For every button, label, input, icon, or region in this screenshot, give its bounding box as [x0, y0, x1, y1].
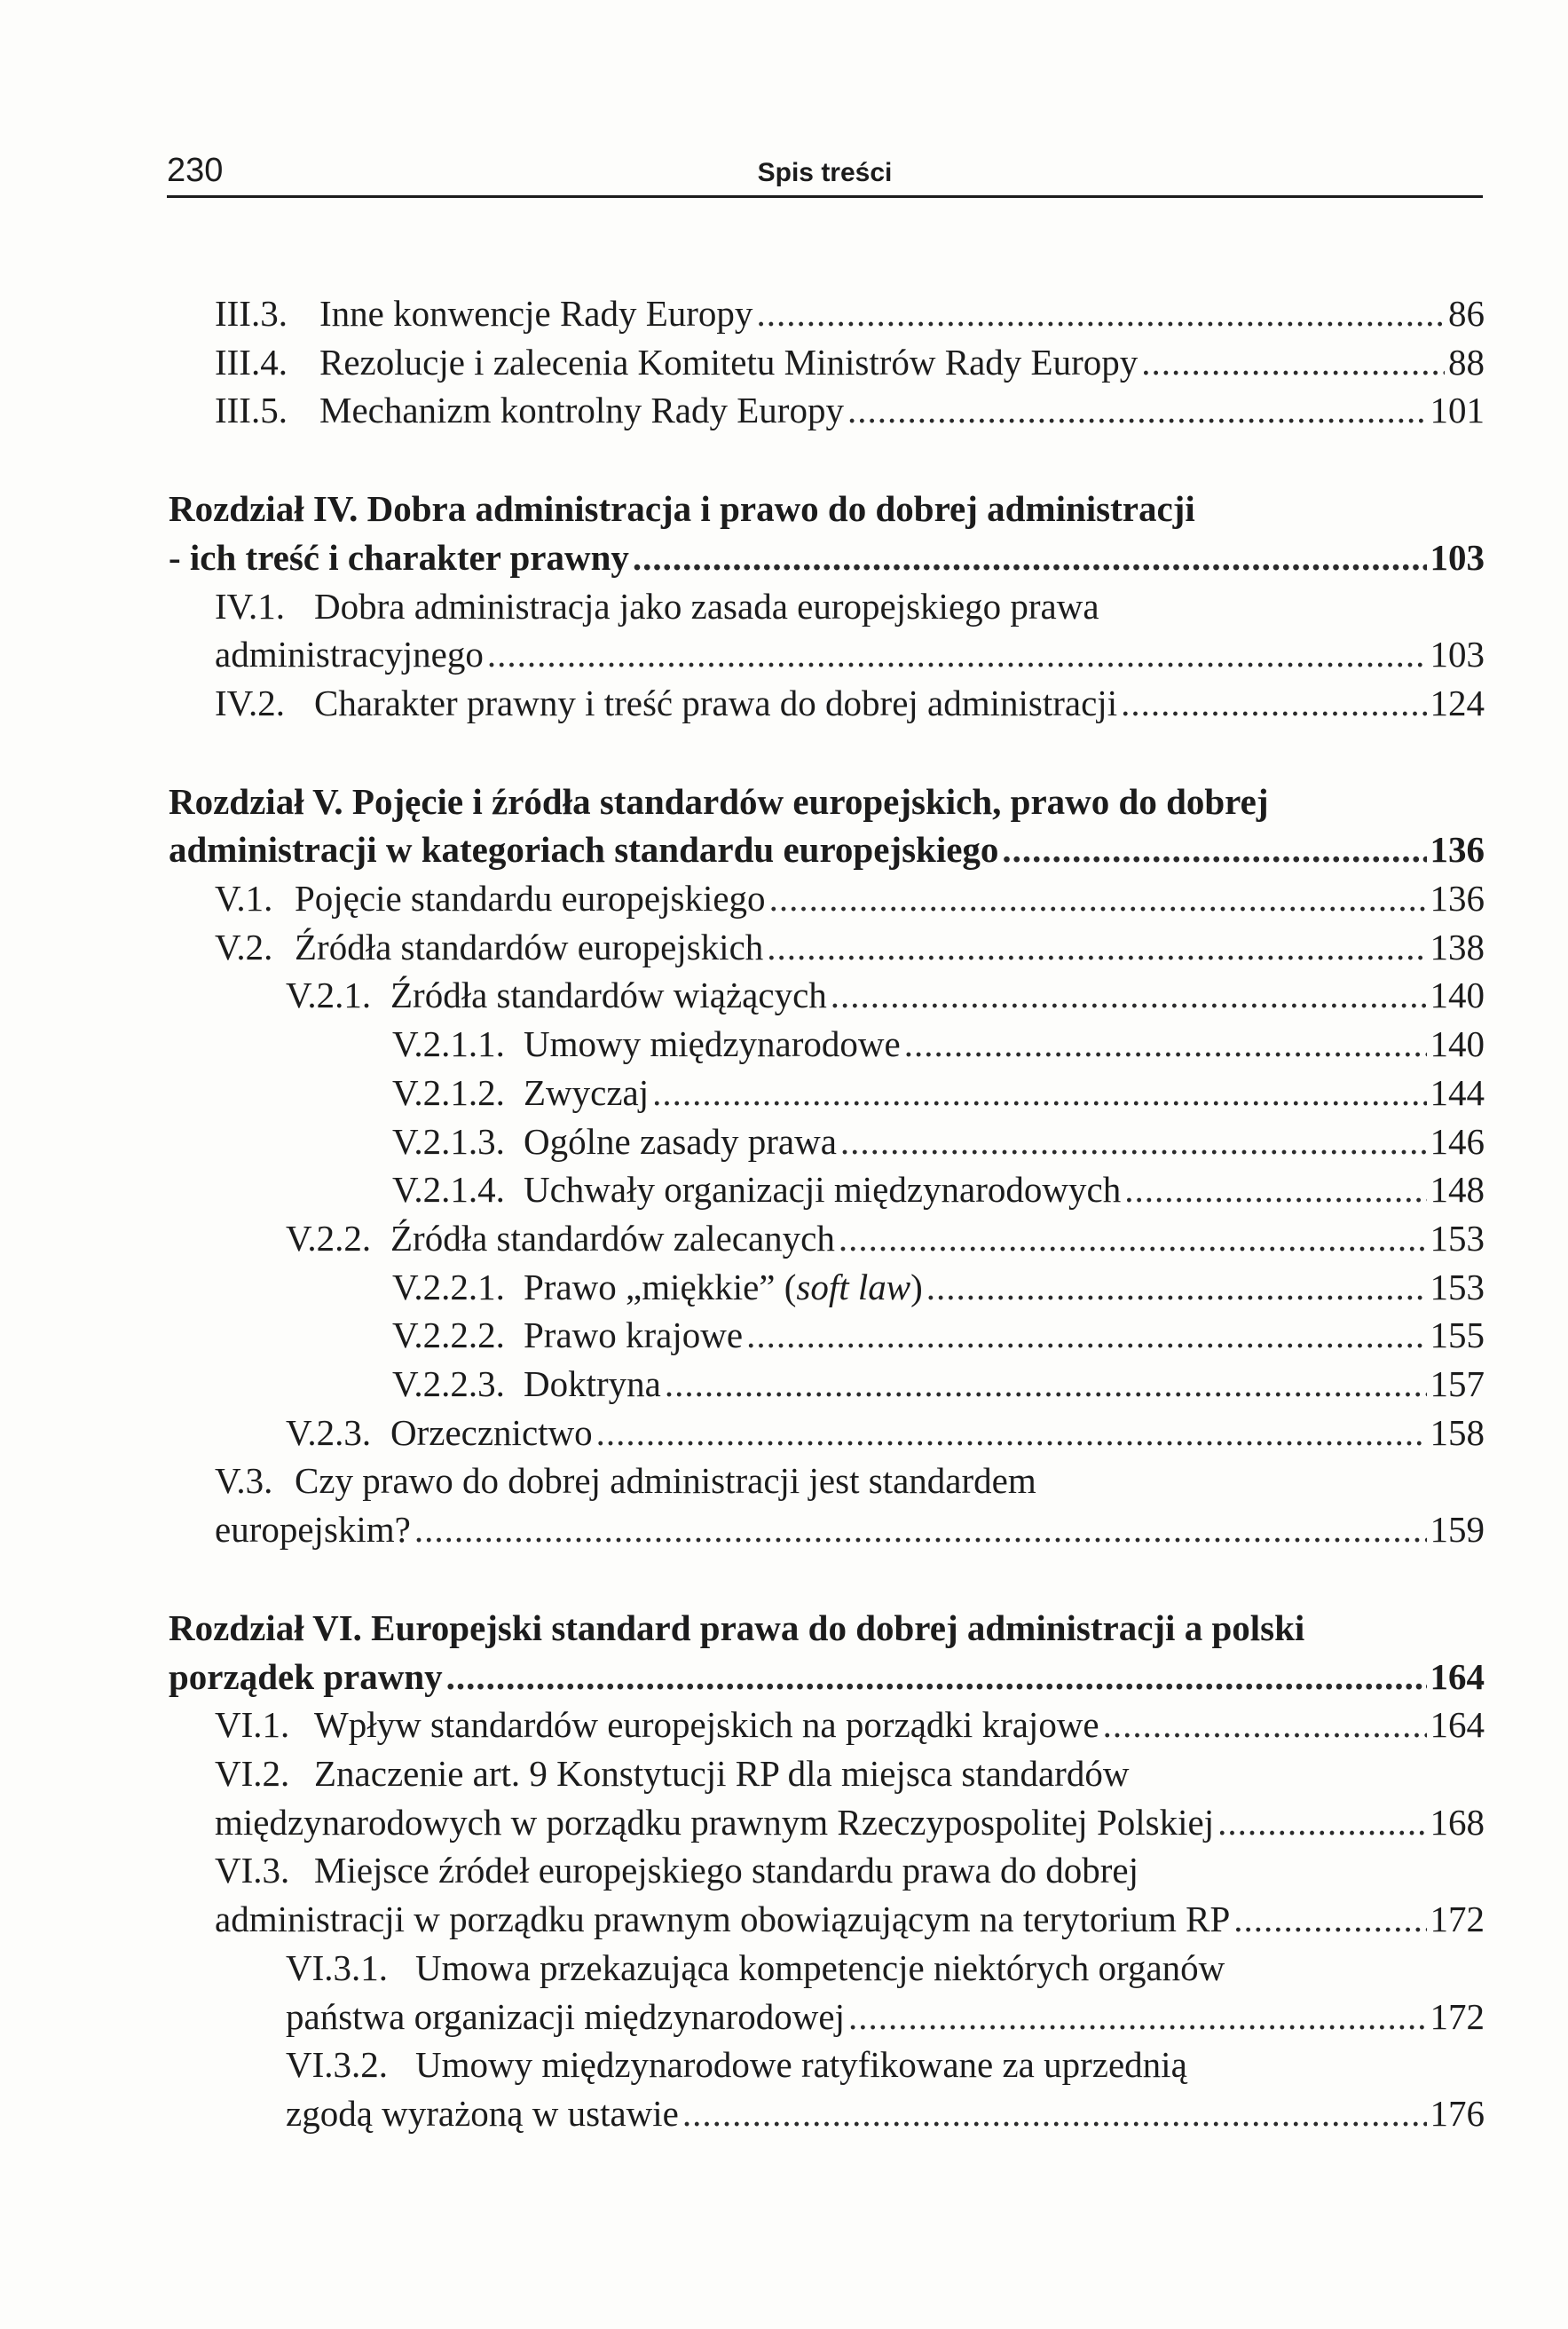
page-header	[167, 147, 1483, 198]
entry-title: Znaczenie art. 9 Konstytucji RP dla miejsca standardów	[314, 1752, 1130, 1794]
toc-entry[interactable]	[169, 289, 1485, 338]
entry-title: Inne konwencje Rady Europy	[319, 293, 753, 334]
entry-number: V.1.	[215, 878, 273, 920]
entry-page: 86	[1448, 293, 1485, 334]
dot-leader	[767, 923, 1426, 972]
entry-title: Orzecznictwo	[390, 1411, 593, 1453]
entry-number: V.2.2.2.	[392, 1315, 505, 1356]
toc-entry[interactable]	[169, 1846, 1485, 1943]
dot-leader	[665, 1360, 1427, 1409]
entry-title: Zwyczaj	[524, 1071, 650, 1113]
dot-leader	[769, 874, 1427, 923]
entry-title: Umowy międzynarodowe	[524, 1023, 901, 1065]
entry-title: administracji w porządku prawnym obowiązującym na terytorium RP	[215, 1899, 1231, 1940]
entry-number: VI.1.	[215, 1704, 290, 1746]
entry-title: Prawo „miękkie” (soft law)	[524, 1266, 923, 1307]
dot-leader	[1233, 1895, 1426, 1944]
entry-number: VI.2.	[215, 1752, 290, 1794]
dot-leader	[756, 289, 1445, 338]
toc-entry[interactable]	[169, 386, 1485, 435]
dot-leader	[652, 1069, 1426, 1117]
chapter-title-line: Rozdział V. Pojęcie i źródła standardów europejskich, prawo do dobrej	[169, 780, 1269, 822]
entry-title: międzynarodowych w porządku prawnym Rzeczypospolitej Polskiej	[215, 1801, 1215, 1843]
toc-entry[interactable]	[169, 1749, 1485, 1846]
entry-page: 153	[1430, 1266, 1485, 1307]
entry-page: 138	[1430, 926, 1485, 967]
entry-title: Źródła standardów wiążących	[390, 975, 827, 1016]
entry-title: państwa organizacji międzynarodowej	[286, 1995, 845, 2037]
dot-leader	[414, 1505, 1427, 1554]
entry-title: Czy prawo do dobrej administracji jest standardem	[295, 1460, 1036, 1502]
entry-number: V.2.2.3.	[392, 1363, 505, 1405]
entry-number: VI.3.2.	[286, 2044, 389, 2086]
dot-leader	[446, 1653, 1427, 1701]
entry-title: Źródła standardów europejskich	[295, 926, 764, 967]
toc-entry[interactable]	[169, 1701, 1485, 1749]
entry-title: Charakter prawny i treść prawa do dobrej administracji	[314, 682, 1118, 723]
entry-title: Umowa przekazująca kompetencje niektórych organów	[415, 1946, 1225, 1988]
toc-entry[interactable]	[169, 1165, 1485, 1214]
entry-title: Miejsce źródeł europejskiego standardu prawa do dobrej	[314, 1850, 1139, 1891]
entry-number: IV.2.	[215, 682, 285, 723]
toc-entry[interactable]	[169, 679, 1485, 728]
entry-page: 157	[1430, 1363, 1485, 1405]
dot-leader	[487, 630, 1427, 679]
entry-title: administracyjnego	[215, 634, 484, 675]
chapter-vi	[169, 1604, 1485, 2138]
toc-entry[interactable]	[169, 1020, 1485, 1069]
toc-entry[interactable]	[169, 2041, 1485, 2137]
toc-entry[interactable]	[169, 1117, 1485, 1166]
toc-entry[interactable]	[169, 1944, 1485, 2041]
toc-entry[interactable]	[169, 582, 1485, 679]
entry-page: 101	[1430, 390, 1485, 431]
toc-entry[interactable]	[169, 971, 1485, 1020]
section-iii-entries	[169, 289, 1485, 435]
entry-page: 168	[1430, 1801, 1485, 1843]
entry-number: V.2.3.	[286, 1411, 372, 1453]
chapter-iv	[169, 485, 1485, 728]
entry-page: 158	[1430, 1411, 1485, 1453]
entry-title: Umowy międzynarodowe ratyfikowane za uprzednią	[415, 2044, 1187, 2086]
entry-page: 103	[1430, 536, 1485, 578]
entry-number: V.2.1.1.	[392, 1023, 505, 1065]
dot-leader	[596, 1409, 1427, 1457]
entry-page: 164	[1430, 1655, 1485, 1697]
entry-number: V.2.1.3.	[392, 1120, 505, 1162]
dot-leader	[904, 1020, 1427, 1069]
dot-leader	[831, 971, 1427, 1020]
dot-leader	[926, 1263, 1427, 1312]
chapter-title[interactable]	[169, 778, 1485, 874]
dot-leader	[1121, 679, 1426, 728]
entry-title: Ogólne zasady prawa	[524, 1120, 837, 1162]
entry-page: 144	[1430, 1071, 1485, 1113]
dot-leader	[1141, 338, 1445, 387]
dot-leader	[682, 2089, 1427, 2138]
toc-entry[interactable]	[169, 1457, 1485, 1553]
entry-number: VI.3.	[215, 1850, 290, 1891]
entry-page: 136	[1430, 878, 1485, 920]
entry-title: Mechanizm kontrolny Rady Europy	[319, 390, 844, 431]
entry-number: III.3.	[215, 293, 288, 334]
dot-leader	[746, 1311, 1426, 1360]
entry-number: V.2.1.4.	[392, 1169, 505, 1211]
entry-title: Prawo krajowe	[524, 1315, 744, 1356]
dot-leader	[847, 386, 1427, 435]
entry-page: 172	[1430, 1995, 1485, 2037]
toc-entry[interactable]	[169, 1214, 1485, 1263]
chapter-title[interactable]	[169, 1604, 1485, 1701]
entry-page: 88	[1448, 341, 1485, 383]
entry-title: Wpływ standardów europejskich na porządki krajowe	[314, 1704, 1099, 1746]
entry-page: 140	[1430, 1023, 1485, 1065]
entry-page: 140	[1430, 975, 1485, 1016]
entry-page: 148	[1430, 1169, 1485, 1211]
toc-entry[interactable]	[169, 1311, 1485, 1360]
entry-page: 155	[1430, 1315, 1485, 1356]
dot-leader	[1124, 1165, 1426, 1214]
entry-number: V.2.2.1.	[392, 1266, 505, 1307]
toc-entry[interactable]	[169, 1069, 1485, 1117]
entry-number: V.3.	[215, 1460, 273, 1502]
entry-number: III.5.	[215, 390, 288, 431]
toc-entry[interactable]	[169, 874, 1485, 923]
entry-page: 164	[1430, 1704, 1485, 1746]
entry-title: Doktryna	[524, 1363, 661, 1405]
chapter-title-line: Rozdział VI. Europejski standard prawa do dobrej administracji a polski	[169, 1607, 1305, 1648]
dot-leader	[839, 1214, 1427, 1263]
entry-title: europejskim?	[215, 1509, 411, 1551]
dot-leader	[1217, 1798, 1426, 1847]
chapter-title-line: Rozdział IV. Dobra administracja i prawo do dobrej administracji	[169, 488, 1195, 530]
entry-title: Źródła standardów zalecanych	[390, 1217, 835, 1259]
table-of-contents	[169, 289, 1485, 2138]
chapter-v	[169, 778, 1485, 1554]
entry-page: 103	[1430, 634, 1485, 675]
entry-number: V.2.1.2.	[392, 1071, 505, 1113]
entry-number: III.4.	[215, 341, 288, 383]
entry-number: V.2.1.	[286, 975, 372, 1016]
entry-page: 159	[1430, 1509, 1485, 1551]
chapter-title[interactable]	[169, 485, 1485, 581]
chapter-title-line: porządek prawny	[169, 1655, 443, 1697]
entry-title: Dobra administracja jako zasada europejskiego prawa	[314, 585, 1099, 627]
dot-leader	[840, 1117, 1427, 1166]
entry-page: 172	[1430, 1899, 1485, 1940]
entry-page: 124	[1430, 682, 1485, 723]
entry-title: Pojęcie standardu europejskiego	[295, 878, 766, 920]
entry-title: Uchwały organizacji międzynarodowych	[524, 1169, 1122, 1211]
chapter-title-line: administracji w kategoriach standardu europejskiego	[169, 829, 999, 871]
entry-title: zgodą wyrażoną w ustawie	[286, 2092, 679, 2134]
dot-leader	[848, 1993, 1427, 2041]
running-title: Spis treści	[757, 158, 893, 187]
entry-number: IV.1.	[215, 585, 285, 627]
entry-title: Rezolucje i zalecenia Komitetu Ministrów Rady Europy	[319, 341, 1139, 383]
dot-leader	[1103, 1701, 1427, 1749]
page-number: 230	[167, 152, 224, 189]
entry-page: 146	[1430, 1120, 1485, 1162]
entry-page: 136	[1430, 829, 1485, 871]
toc-entry[interactable]	[169, 923, 1485, 972]
toc-entry[interactable]	[169, 1263, 1485, 1312]
chapter-title-line: - ich treść i charakter prawny	[169, 536, 629, 578]
entry-page: 153	[1430, 1217, 1485, 1259]
entry-number: V.2.2.	[286, 1217, 372, 1259]
toc-entry[interactable]	[169, 1409, 1485, 1457]
toc-entry[interactable]	[169, 1360, 1485, 1409]
entry-number: VI.3.1.	[286, 1946, 389, 1988]
toc-entry[interactable]	[169, 338, 1485, 387]
dot-leader	[633, 533, 1427, 582]
entry-page: 176	[1430, 2092, 1485, 2134]
entry-number: V.2.	[215, 926, 273, 967]
dot-leader	[1002, 825, 1426, 874]
